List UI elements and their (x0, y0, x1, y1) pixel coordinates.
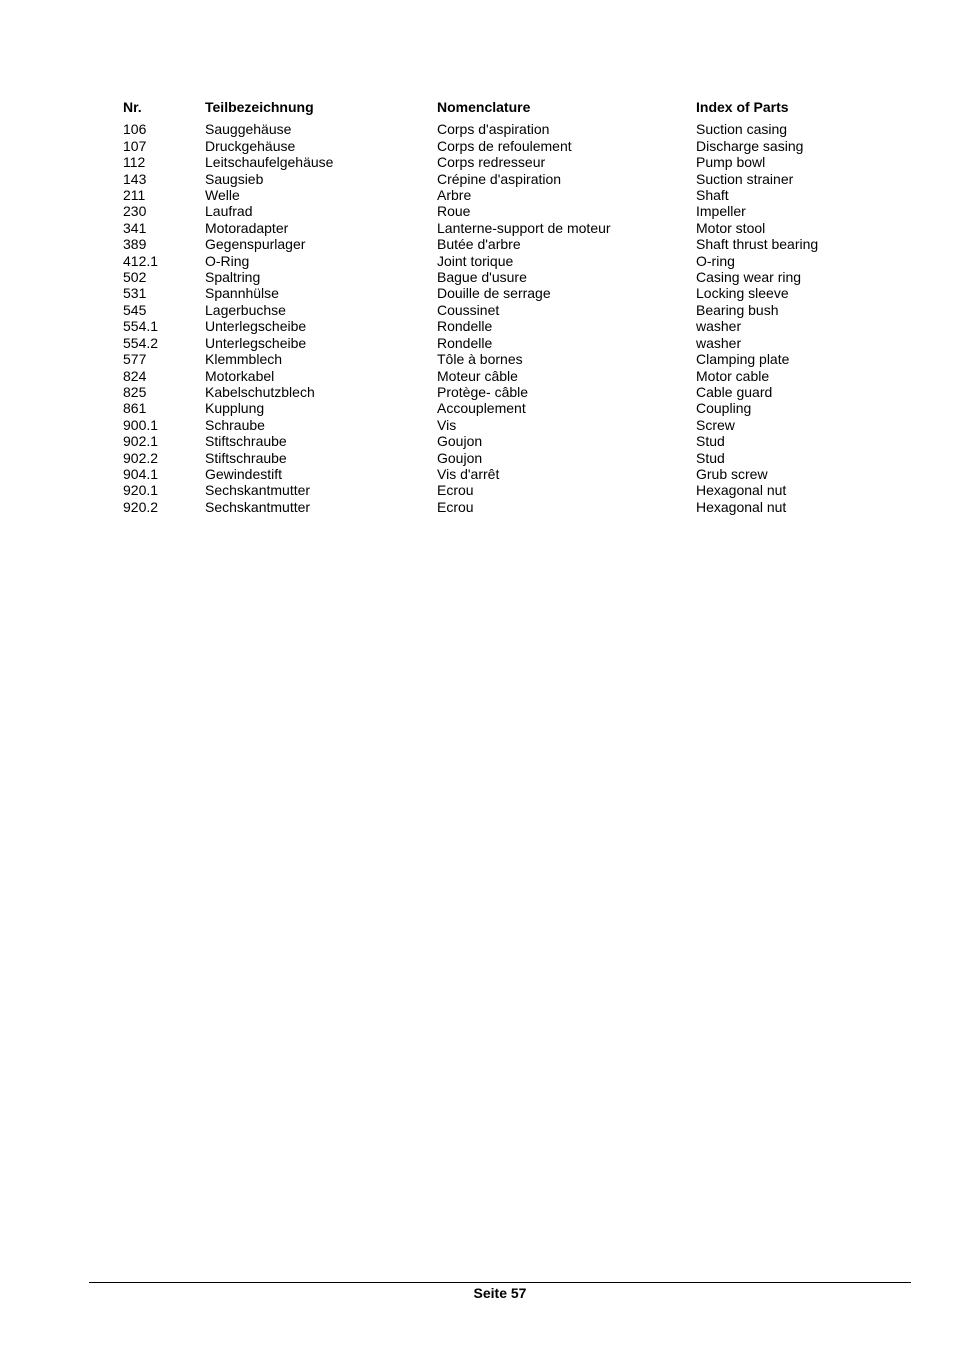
cell-nr: 577 (123, 351, 147, 368)
cell-nr: 824 (123, 367, 147, 384)
cell-french: Ecrou (437, 482, 474, 499)
header-french: Nomenclature (437, 99, 531, 115)
cell-german: Schraube (205, 416, 265, 433)
table-row (123, 203, 856, 219)
cell-german: Sechskantmutter (205, 482, 311, 499)
cell-english: washer (696, 334, 742, 351)
cell-nr: 920.1 (123, 482, 159, 499)
cell-nr: 902.1 (123, 433, 159, 450)
table-row (123, 236, 856, 252)
cell-german: Kabelschutzblech (205, 383, 315, 400)
cell-english: Hexagonal nut (696, 482, 787, 499)
cell-nr: 861 (123, 400, 147, 417)
cell-nr: 412.1 (123, 252, 159, 269)
cell-english: Suction casing (696, 121, 788, 138)
cell-french: Tôle à bornes (437, 351, 523, 368)
cell-german: Sechskantmutter (205, 498, 311, 515)
cell-french: Vis d'arrêt (437, 465, 500, 482)
cell-english: Pump bowl (696, 154, 766, 171)
cell-french: Lanterne-support de moteur (437, 219, 611, 236)
cell-german: Sauggehäuse (205, 121, 292, 138)
cell-french: Ecrou (437, 498, 474, 515)
cell-english: Motor cable (696, 367, 770, 384)
header-german: Teilbezeichnung (205, 99, 314, 115)
cell-french: Crépine d'aspiration (437, 170, 562, 187)
cell-german: Unterlegscheibe (205, 334, 307, 351)
cell-nr: 545 (123, 301, 147, 318)
table-row (123, 499, 856, 515)
cell-english: Hexagonal nut (696, 498, 787, 515)
cell-german: Spaltring (205, 269, 261, 286)
table-row (123, 368, 856, 384)
cell-english: Stud (696, 449, 725, 466)
cell-german: Gegenspurlager (205, 236, 306, 253)
table-row (123, 417, 856, 433)
cell-german: Motorkabel (205, 367, 275, 384)
cell-french: Accouplement (437, 400, 526, 417)
cell-english: O-ring (696, 252, 735, 269)
cell-nr: 920.2 (123, 498, 159, 515)
table-row (123, 171, 856, 187)
header-nr: Nr. (123, 99, 142, 115)
cell-french: Goujon (437, 449, 483, 466)
cell-english: Motor stool (696, 219, 766, 236)
cell-german: Druckgehäuse (205, 137, 296, 154)
cell-french: Roue (437, 203, 471, 220)
cell-french: Corps d'aspiration (437, 121, 550, 138)
cell-english: Bearing bush (696, 301, 779, 318)
cell-nr: 900.1 (123, 416, 159, 433)
header-english: Index of Parts (696, 99, 789, 115)
cell-german: Gewindestift (205, 465, 283, 482)
cell-nr: 554.1 (123, 318, 159, 335)
cell-french: Corps redresseur (437, 154, 546, 171)
cell-french: Vis (437, 416, 457, 433)
cell-french: Coussinet (437, 301, 500, 318)
cell-nr: 902.2 (123, 449, 159, 466)
footer-divider (89, 1282, 911, 1283)
table-row (123, 269, 856, 285)
table-row (123, 466, 856, 482)
table-header-row (123, 99, 856, 121)
table-row (123, 253, 856, 269)
cell-french: Moteur câble (437, 367, 518, 384)
cell-german: Kupplung (205, 400, 265, 417)
table-row (123, 121, 856, 137)
table-row (123, 450, 856, 466)
cell-english: Cable guard (696, 383, 773, 400)
cell-french: Protège- câble (437, 383, 529, 400)
cell-english: Grub screw (696, 465, 768, 482)
cell-english: Discharge sasing (696, 137, 804, 154)
cell-english: Screw (696, 416, 735, 433)
cell-french: Rondelle (437, 334, 493, 351)
cell-german: Stiftschraube (205, 449, 287, 466)
table-row (123, 351, 856, 367)
table-row (123, 154, 856, 170)
cell-english: Impeller (696, 203, 746, 220)
cell-english: Shaft thrust bearing (696, 236, 819, 253)
cell-german: O-Ring (205, 252, 250, 269)
cell-english: Coupling (696, 400, 752, 417)
cell-english: Casing wear ring (696, 269, 802, 286)
cell-german: Laufrad (205, 203, 253, 220)
cell-english: Locking sleeve (696, 285, 789, 302)
table-row (123, 384, 856, 400)
cell-nr: 230 (123, 203, 147, 220)
table-row (123, 285, 856, 301)
cell-french: Corps de refoulement (437, 137, 572, 154)
cell-nr: 211 (123, 187, 146, 204)
cell-german: Klemmblech (205, 351, 283, 368)
table-row (123, 138, 856, 154)
parts-table (123, 99, 856, 515)
cell-german: Welle (205, 187, 240, 204)
cell-french: Goujon (437, 433, 483, 450)
cell-nr: 825 (123, 383, 147, 400)
page-number: Seite 57 (473, 1285, 527, 1301)
cell-french: Arbre (437, 187, 472, 204)
cell-french: Butée d'arbre (437, 236, 521, 253)
table-row (123, 302, 856, 318)
cell-nr: 106 (123, 121, 147, 138)
cell-french: Rondelle (437, 318, 493, 335)
cell-english: Stud (696, 433, 725, 450)
table-row (123, 220, 856, 236)
cell-english: Clamping plate (696, 351, 790, 368)
cell-nr: 112 (123, 154, 146, 171)
cell-german: Stiftschraube (205, 433, 287, 450)
parts-table-body (123, 121, 856, 515)
cell-english: Shaft (696, 187, 729, 204)
cell-nr: 904.1 (123, 465, 159, 482)
cell-german: Leitschaufelgehäuse (205, 154, 334, 171)
cell-french: Douille de serrage (437, 285, 551, 302)
cell-german: Motoradapter (205, 219, 289, 236)
cell-nr: 554.2 (123, 334, 159, 351)
table-row (123, 400, 856, 416)
cell-nr: 531 (123, 285, 147, 302)
cell-english: washer (696, 318, 742, 335)
cell-french: Bague d'usure (437, 269, 527, 286)
cell-german: Saugsieb (205, 170, 264, 187)
cell-nr: 341 (123, 219, 147, 236)
cell-german: Unterlegscheibe (205, 318, 307, 335)
cell-french: Joint torique (437, 252, 514, 269)
cell-nr: 502 (123, 269, 147, 286)
table-row (123, 335, 856, 351)
cell-english: Suction strainer (696, 170, 794, 187)
cell-german: Lagerbuchse (205, 301, 286, 318)
cell-nr: 107 (123, 137, 147, 154)
table-row (123, 433, 856, 449)
cell-german: Spannhülse (205, 285, 279, 302)
cell-nr: 389 (123, 236, 147, 253)
table-row (123, 187, 856, 203)
table-row (123, 482, 856, 498)
cell-nr: 143 (123, 170, 147, 187)
table-row (123, 318, 856, 334)
